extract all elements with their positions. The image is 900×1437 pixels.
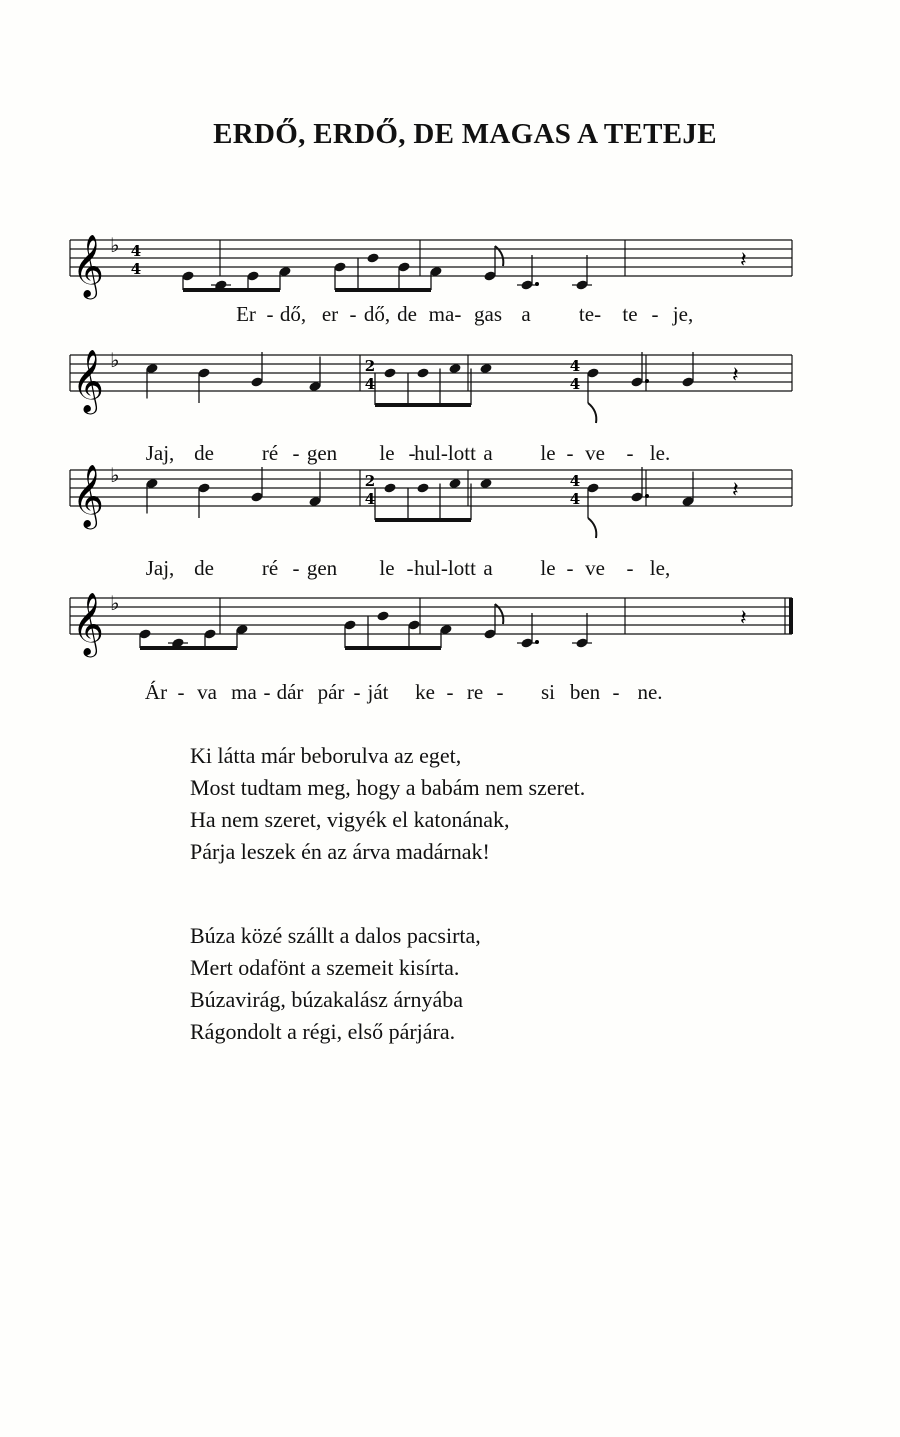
lyric-syllable: Ár <box>144 680 168 704</box>
lyric-syllable: si <box>540 680 556 704</box>
note-head <box>416 482 429 493</box>
lyric-syllable: le <box>379 441 395 465</box>
staff-svg <box>70 345 810 415</box>
staff-svg <box>70 460 810 530</box>
time-signature-top: 4 <box>569 472 581 490</box>
time-signature <box>570 357 580 393</box>
beam <box>375 403 471 407</box>
lyric-syllable: - <box>446 680 454 704</box>
lyric-syllable: a <box>483 441 493 465</box>
lyric-syllable: - <box>566 441 574 465</box>
time-signature-bottom: 4 <box>364 490 376 508</box>
dot <box>645 494 649 498</box>
treble-clef-icon: 𝄞 <box>72 464 104 527</box>
flat-icon: ♭ <box>110 348 120 372</box>
lyric-syllable: ma <box>231 680 257 704</box>
lyric-syllable: le <box>540 556 556 580</box>
lyric-syllable: dár <box>276 680 304 704</box>
time-signature <box>570 472 580 508</box>
lyric-syllable: ke <box>415 680 435 704</box>
lyric-syllable: - <box>626 441 634 465</box>
note-flag <box>588 403 596 423</box>
lyric-syllable: ben <box>569 680 601 704</box>
lyric-syllable: - <box>626 556 634 580</box>
quarter-rest-icon: 𝄽 <box>740 606 747 631</box>
lyric-syllable: hul-lott <box>414 441 476 465</box>
lyric-syllable: - <box>177 680 185 704</box>
time-signature-bottom: 4 <box>130 260 142 278</box>
lyric-syllable: gen <box>306 441 338 465</box>
lyric-syllable: - <box>292 556 300 580</box>
beam <box>140 646 237 650</box>
flat-icon: ♭ <box>110 591 120 615</box>
note-head <box>383 482 396 493</box>
staff-system-2 <box>70 345 800 475</box>
lyric-syllable: je, <box>672 302 694 326</box>
stanza-line: Mert odafönt a szemeit kisírta. <box>190 955 460 980</box>
time-signature-bottom: 4 <box>364 375 376 393</box>
beam <box>335 288 431 292</box>
lyric-syllable: - <box>263 680 271 704</box>
quarter-rest-icon: 𝄽 <box>732 363 739 388</box>
lyric-syllable: de <box>397 302 417 326</box>
stanza-1 <box>190 740 585 868</box>
note-head <box>366 252 379 263</box>
lyric-syllable: Jaj, <box>145 556 175 580</box>
lyric-syllable: ve <box>585 441 605 465</box>
time-signature <box>365 357 375 393</box>
time-signature <box>131 242 141 278</box>
treble-clef-icon: 𝄞 <box>72 592 104 655</box>
note-head <box>383 367 396 378</box>
lyric-syllable: - <box>651 302 659 326</box>
stanza-line: Most tudtam meg, hogy a babám nem szeret. <box>190 775 586 800</box>
final-barline <box>789 598 793 634</box>
note-head <box>376 610 389 621</box>
note-flag <box>588 518 596 538</box>
stanza-line: Párja leszek én az árva madárnak! <box>190 839 490 864</box>
beam <box>345 646 441 650</box>
time-signature-top: 2 <box>364 472 376 490</box>
lyric-syllable: dő, <box>363 302 391 326</box>
time-signature <box>365 472 375 508</box>
lyric-syllable: le <box>540 441 556 465</box>
lyric-syllable: gas <box>474 302 502 326</box>
quarter-rest-icon: 𝄽 <box>732 478 739 503</box>
lyric-syllable: Jaj, <box>145 441 175 465</box>
lyric-syllable: dő, <box>279 302 307 326</box>
stanza-line: Búza közé szállt a dalos pacsirta, <box>190 923 481 948</box>
staff-svg <box>70 588 810 658</box>
time-signature-bottom: 4 <box>569 490 581 508</box>
stanza-line: Rágondolt a régi, első párjára. <box>190 1019 456 1044</box>
lyric-syllable: - <box>266 302 274 326</box>
time-signature-top: 4 <box>569 357 581 375</box>
lyric-syllable: a <box>483 556 493 580</box>
treble-clef-icon: 𝄞 <box>72 234 104 297</box>
time-signature-bottom: 4 <box>569 375 581 393</box>
lyric-syllable: te- <box>578 302 602 326</box>
lyric-syllable: hul-lott <box>414 556 476 580</box>
beam <box>375 518 471 522</box>
lyric-syllable: ját <box>367 680 389 704</box>
lyric-syllable: - <box>408 441 416 465</box>
stanza-line: Búzavirág, búzakalász árnyába <box>190 987 464 1012</box>
lyric-syllable: le <box>379 556 395 580</box>
lyric-syllable: - <box>349 302 357 326</box>
lyric-syllable: ré <box>261 556 279 580</box>
lyric-syllable: Er <box>236 302 256 326</box>
time-signature-top: 4 <box>130 242 142 260</box>
lyric-syllable: - <box>353 680 361 704</box>
lyric-syllable: - <box>292 441 300 465</box>
dot <box>535 640 539 644</box>
treble-clef-icon: 𝄞 <box>72 349 104 412</box>
lyric-syllable: - <box>406 556 414 580</box>
staff-system-1 <box>70 230 800 360</box>
stanza-2 <box>190 920 481 1048</box>
dot <box>645 379 649 383</box>
staff-system-4 <box>70 588 800 718</box>
beam <box>183 288 280 292</box>
dot <box>535 282 539 286</box>
staff-svg <box>70 230 810 300</box>
lyric-syllable: ve <box>585 556 605 580</box>
lyric-syllable: - <box>566 556 574 580</box>
quarter-rest-icon: 𝄽 <box>740 248 747 273</box>
lyric-syllable: er <box>321 302 339 326</box>
lyric-syllable: - <box>496 680 504 704</box>
lyric-syllable: va <box>197 680 217 704</box>
time-signature-top: 2 <box>364 357 376 375</box>
lyric-syllable: le. <box>649 441 671 465</box>
lyric-syllable: ma- <box>428 302 462 326</box>
lyric-syllable: ré <box>261 441 279 465</box>
lyric-syllable: ne. <box>637 680 663 704</box>
lyric-syllable: re <box>466 680 484 704</box>
staff-system-3 <box>70 460 800 590</box>
lyric-syllable: de <box>194 556 214 580</box>
song-title: ERDŐ, ERDŐ, DE MAGAS A TETEJE <box>213 118 717 150</box>
lyric-syllable: de <box>194 441 214 465</box>
lyric-syllable: a <box>521 302 531 326</box>
stanza-line: Ha nem szeret, vigyék el katonának, <box>190 807 510 832</box>
lyric-syllable: - <box>612 680 620 704</box>
stanza-line: Ki látta már beborulva az eget, <box>190 743 462 768</box>
note-head <box>416 367 429 378</box>
flat-icon: ♭ <box>110 233 120 257</box>
lyric-syllable: te <box>622 302 638 326</box>
lyric-syllable: pár <box>317 680 345 704</box>
lyric-syllable: gen <box>306 556 338 580</box>
flat-icon: ♭ <box>110 463 120 487</box>
lyric-syllable: le, <box>649 556 671 580</box>
